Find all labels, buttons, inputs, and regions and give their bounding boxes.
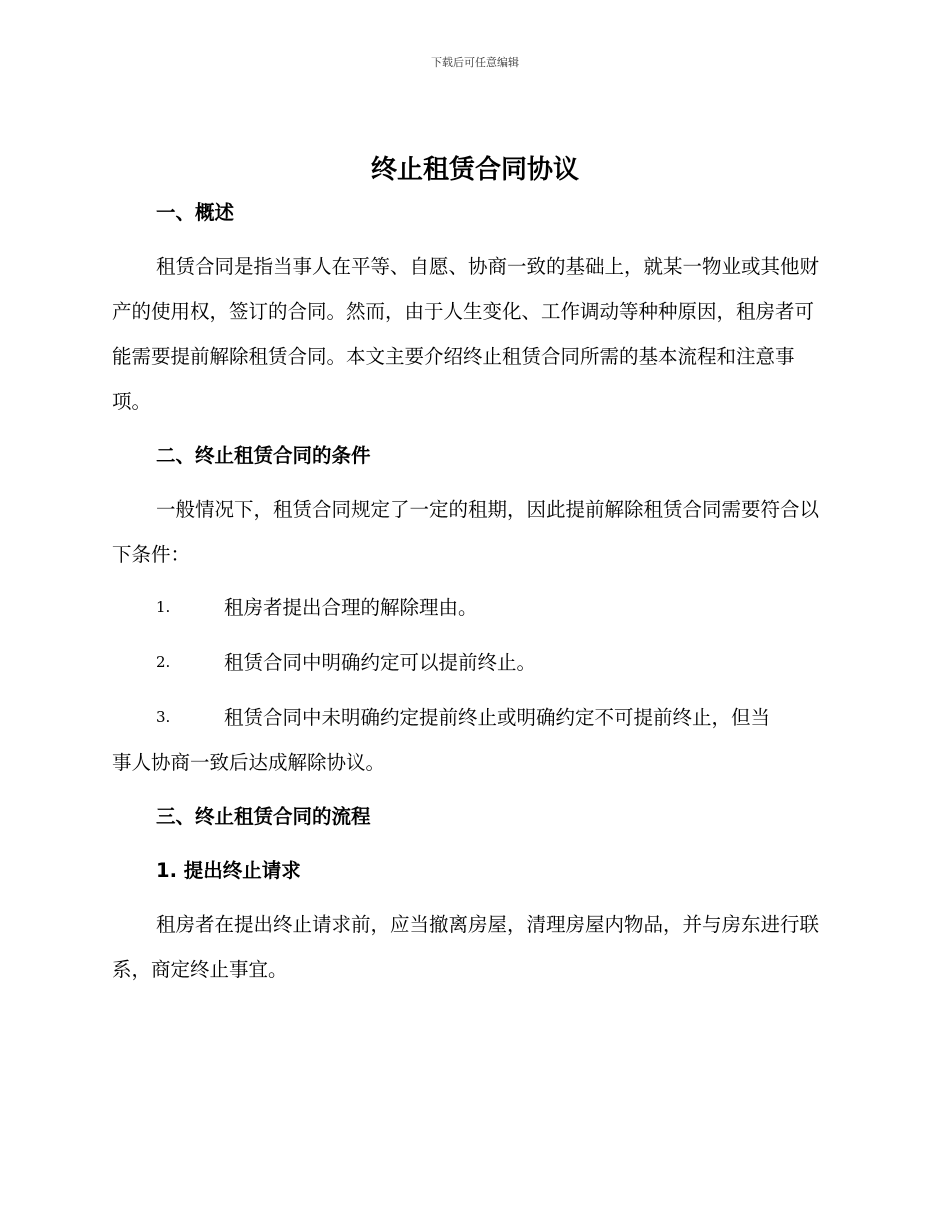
list-item-text: 租赁合同中明确约定可以提前终止。: [224, 651, 537, 674]
overview-paragraph: 租赁合同是指当事人在平等、自愿、协商一致的基础上，就某一物业或其他财产的使用权，签订的合同。然而，由于人生变化、工作调动等种种原因，租房者可能需要提前解除租赁合同。本文主要介绍终止租赁合同所需的基本流程和注意事项。: [112, 255, 820, 413]
list-item: [112, 585, 832, 630]
conditions-paragraph: 一般情况下，租赁合同规定了一定的租期，因此提前解除租赁合同需要符合以下条件：: [112, 498, 820, 566]
list-item: [112, 695, 832, 785]
header-note: 下载后可任意编辑: [431, 56, 519, 69]
list-item-number: 3.: [156, 708, 171, 726]
section-heading-conditions: 二、终止租赁合同的条件: [156, 444, 371, 467]
section-heading-overview: 一、概述: [156, 201, 235, 224]
document-title: 终止租赁合同协议: [370, 155, 579, 185]
list-item-continuation: 事人协商一致后达成解除协议。: [112, 751, 386, 774]
list-item-text: 租房者提出合理的解除理由。: [224, 596, 478, 619]
list-item: [112, 640, 832, 685]
list-item-number: 1.: [156, 598, 171, 616]
list-item-text: 租赁合同中未明确约定提前终止或明确约定不可提前终止，但当: [224, 706, 771, 729]
subheading-submit-request: 1. 提出终止请求: [156, 859, 301, 882]
process-paragraph: 租房者在提出终止请求前，应当撤离房屋，清理房屋内物品，并与房东进行联系，商定终止事宜。: [112, 913, 820, 981]
list-item-number: 2.: [156, 653, 171, 671]
section-heading-process: 三、终止租赁合同的流程: [156, 805, 371, 828]
